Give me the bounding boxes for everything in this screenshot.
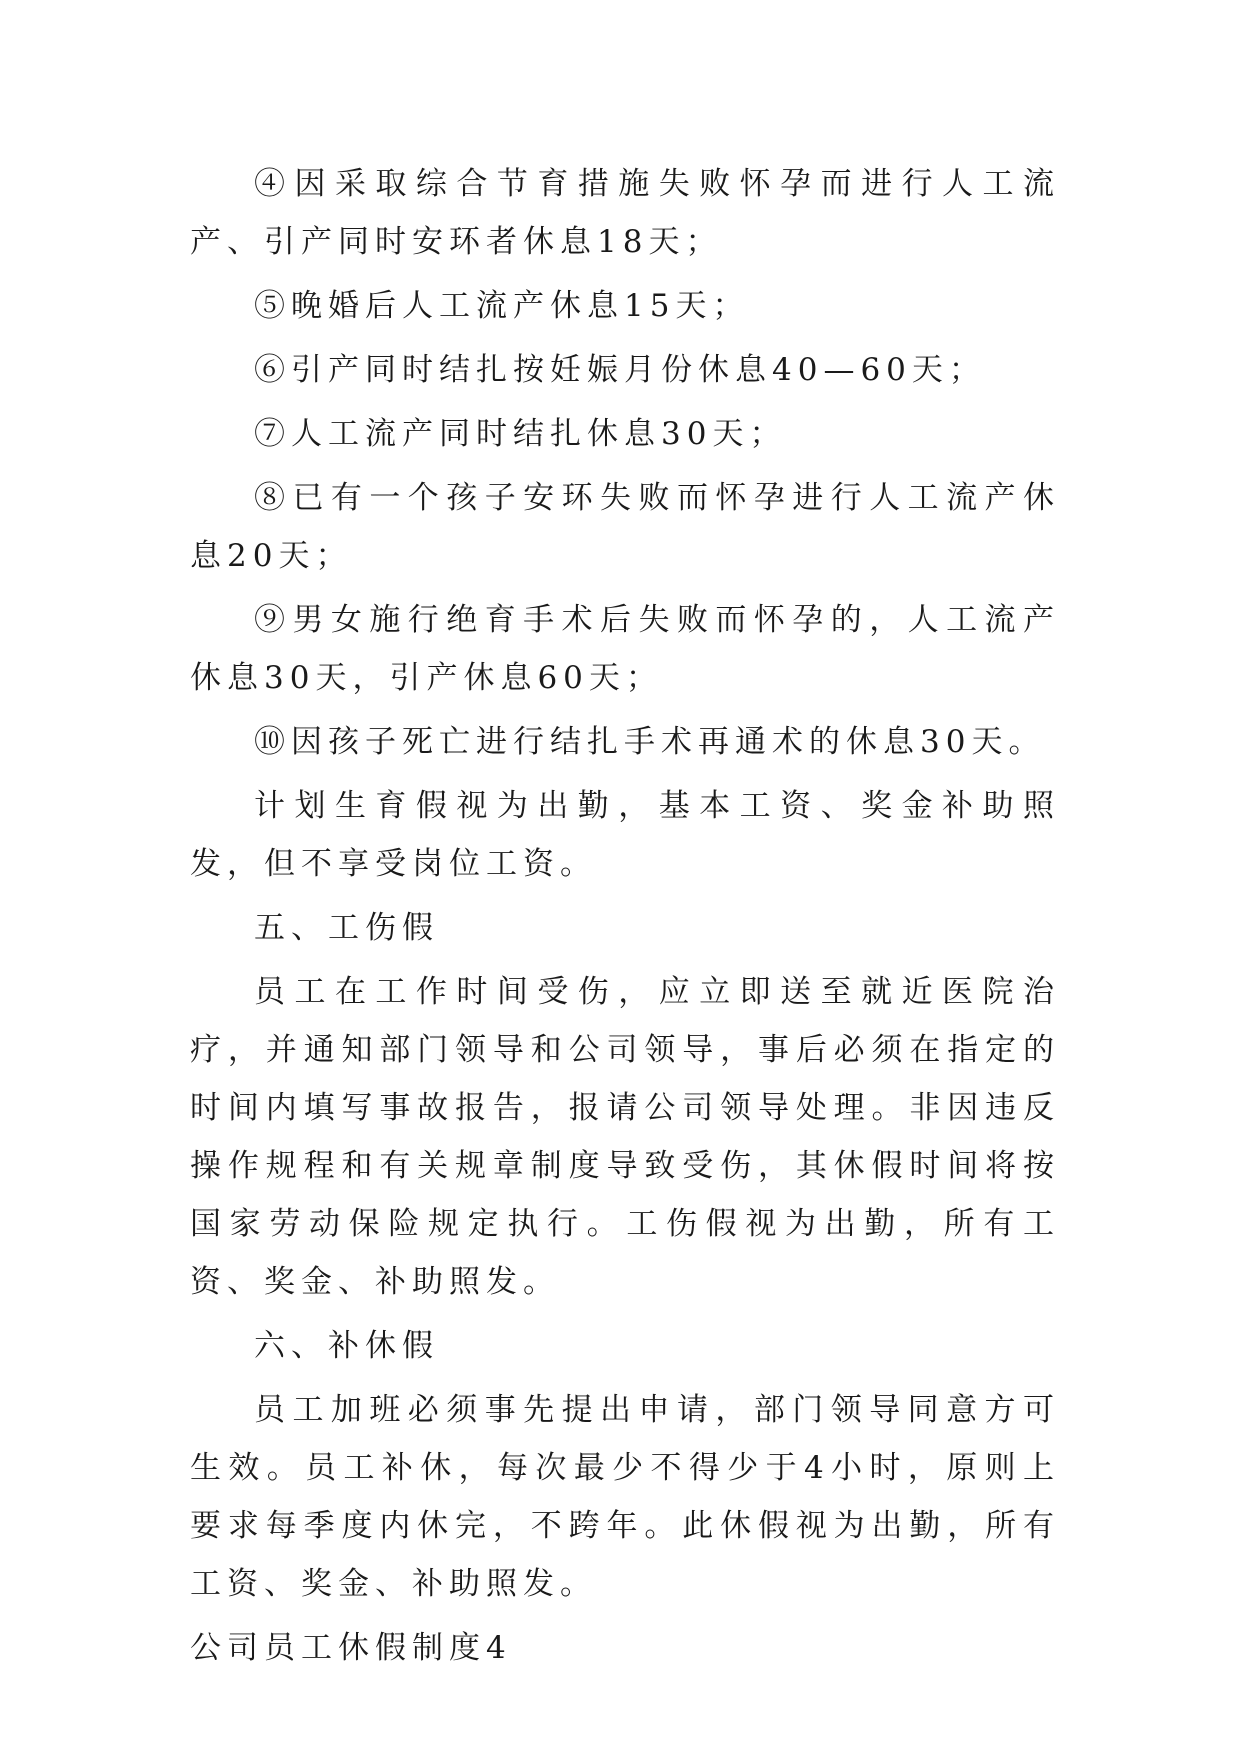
paragraph-injury-leave: 员工在工作时间受伤，应立即送至就近医院治疗，并通知部门领导和公司领导，事后必须在指定的时间内填写事故报告，报请公司领导处理。非因违反操作规程和有关规章制度导致受伤，其休假时间将按国家劳动保险规定执行。工伤假视为出勤，所有工资、奖金、补助照发。	[190, 974, 1060, 1300]
document-body	[190, 155, 1060, 1677]
paragraph-item-7: ⑦人工流产同时结扎休息30天；	[254, 416, 787, 452]
paragraph-item-8: ⑧已有一个孩子安环失败而怀孕进行人工流产休息20天；	[190, 480, 1060, 574]
paragraph-item-4: ④因采取综合节育措施失败怀孕而进行人工流产、引产同时安环者休息18天；	[190, 166, 1060, 260]
heading-compensatory-leave: 六、补休假	[254, 1328, 439, 1364]
section-heading: 公司员工休假制度4	[190, 1630, 512, 1666]
paragraph-item-10: ⑩因孩子死亡进行结扎手术再通术的休息30天。	[254, 724, 1046, 760]
heading-injury-leave: 五、工伤假	[254, 910, 439, 946]
paragraph-compensatory-leave: 员工加班必须事先提出申请，部门领导同意方可生效。员工补休，每次最少不得少于4小时，原则上要求每季度内休完，不跨年。此休假视为出勤，所有工资、奖金、补助照发。	[190, 1392, 1060, 1602]
paragraph-item-9: ⑨男女施行绝育手术后失败而怀孕的，人工流产休息30天，引产休息60天；	[190, 602, 1060, 696]
paragraph-item-6: ⑥引产同时结扎按妊娠月份休息40—60天；	[254, 352, 986, 388]
paragraph-family-planning-pay: 计划生育假视为出勤，基本工资、奖金补助照发，但不享受岗位工资。	[190, 788, 1060, 882]
paragraph-item-5: ⑤晚婚后人工流产休息15天；	[254, 288, 750, 324]
